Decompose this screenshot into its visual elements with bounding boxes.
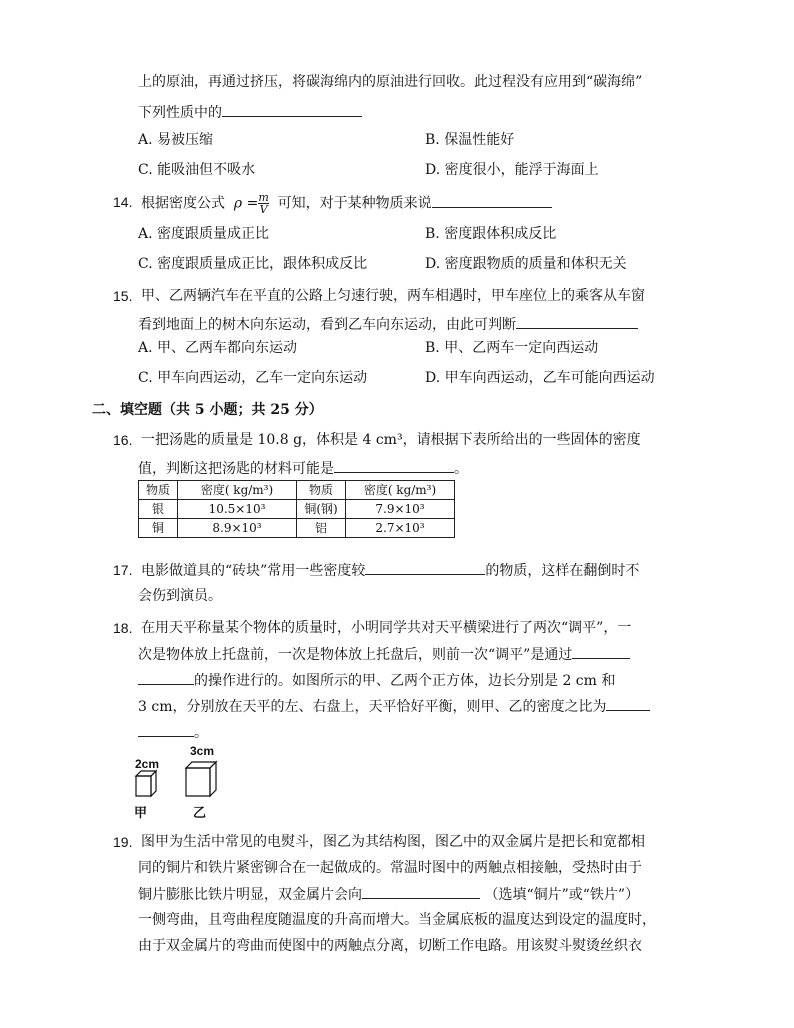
cube-b-size-label: 3cm — [190, 744, 215, 758]
density-table — [138, 480, 455, 538]
table-cell: 银 — [139, 500, 178, 519]
q16-answer-blank[interactable] — [334, 458, 454, 473]
q14-formula-fraction: $\frac{m}{V}$ — [258, 191, 269, 216]
q15-option-a: A. 甲、乙两车都向东运动 — [138, 340, 298, 356]
table-header-row — [139, 481, 455, 500]
q15-text-line1: 甲、乙两辆汽车在平直的公路上匀速行驶，两车相遇时，甲车座位上的乘客从车窗 — [141, 288, 645, 304]
cube-a-name: 甲 — [134, 805, 148, 820]
q19-text-line5: 由于双金属片的弯曲而使图中的两触点分离，切断工作电路。用该熨斗熨烫丝织衣 — [138, 938, 642, 954]
q17-text-line1: 电影做道具的“砖块”常用一些密度较 的物质，这样在翻倒时不 — [141, 560, 639, 581]
q14-formula-lhs: ρ = — [233, 195, 259, 212]
q18-answer-blank-1b[interactable] — [138, 670, 194, 685]
q17-text-line2: 会伤到演员。 — [138, 588, 222, 604]
q18-answer-blank-2b[interactable] — [138, 722, 194, 737]
q13-answer-blank[interactable] — [222, 102, 362, 117]
q19-answer-blank[interactable] — [362, 884, 480, 899]
q15-option-d: D. 甲车向西运动，乙车可能向西运动 — [425, 370, 655, 386]
q14-option-d: D. 密度跟物质的质量和体积无关 — [425, 256, 627, 272]
q15-option-c: C. 甲车向西运动，乙车一定向东运动 — [138, 370, 368, 386]
q19-text-line3: 铜片膨胀比铁片明显，双金属片会向 （选填“铜片”或“铁片”） — [138, 884, 639, 905]
q14-answer-blank[interactable] — [432, 193, 552, 208]
q18-text-line1: 在用天平称量某个物体的质量时，小明同学共对天平横梁进行了两次“调平”，一 — [141, 620, 632, 636]
q16-text-line2: 值，判断这把汤匙的材料可能是 。 — [138, 458, 468, 479]
table-header-cell: 密度( kg/m³) — [178, 481, 297, 500]
q14-stem: 根据密度公式 ρ = $\frac{m}{V}$ 可知，对于某种物质来说 — [141, 192, 552, 215]
table-header-cell: 物质 — [139, 481, 178, 500]
table-cell: 铝 — [297, 519, 346, 538]
q19-number: 19. — [113, 834, 133, 850]
table-cell: 8.9×10³ — [178, 519, 297, 538]
q13-text-line2 — [138, 102, 362, 123]
q13-text: 下列性质中的 — [138, 105, 222, 121]
q19-text-line2: 同的铜片和铁片紧密铆合在一起做成的。常温时图中的两触点相接触，受热时由于 — [138, 860, 642, 876]
cubes-figure — [130, 758, 230, 808]
q15-text-line2: 看到地面上的树木向东运动，看到乙车向东运动，由此可判断 — [138, 314, 638, 335]
cube-b-shape — [186, 762, 216, 796]
q13-option-c: C. 能吸油但不吸水 — [138, 162, 256, 178]
q17-answer-blank[interactable] — [365, 560, 485, 575]
q18-number: 18. — [113, 620, 133, 636]
q13-option-a: A. 易被压缩 — [138, 132, 214, 148]
q13-option-b: B. 保温性能好 — [425, 132, 515, 148]
section-title: 二、填空题（共 5 小题；共 25 分） — [92, 402, 323, 418]
table-header-cell: 密度( kg/m³) — [346, 481, 455, 500]
q14-option-b: B. 密度跟体积成反比 — [425, 226, 557, 242]
q16-text-line1: 一把汤匙的质量是 10.8 g，体积是 4 cm³，请根据下表所给出的一些固体的密度 — [141, 432, 641, 448]
table-row — [139, 500, 455, 519]
table-row — [139, 519, 455, 538]
q16-number: 16. — [113, 432, 133, 448]
q18-answer-blank-2a[interactable] — [606, 696, 650, 711]
cube-a-shape — [136, 771, 156, 796]
cube-a-size-label: 2cm — [135, 757, 160, 771]
table-cell: 2.7×10³ — [346, 519, 455, 538]
q18-text-line4: 3 cm，分别放在天平的左、右盘上，天平恰好平衡，则甲、乙的密度之比为 — [138, 696, 650, 717]
cube-b-name: 乙 — [193, 805, 207, 820]
q17-number: 17. — [113, 562, 133, 578]
q18-text-line3: 的操作进行的。如图所示的甲、乙两个正方体，边长分别是 2 cm 和 — [138, 670, 615, 691]
q18-text-line2: 次是物体放上托盘前，一次是物体放上托盘后，则前一次“调平”是通过 — [138, 644, 630, 665]
q14-number: 14. — [113, 194, 133, 210]
table-cell: 铜 — [139, 519, 178, 538]
q13-option-d: D. 密度很小，能浮于海面上 — [425, 162, 599, 178]
q15-number: 15. — [113, 288, 133, 304]
q19-text-line4: 一侧弯曲，且弯曲程度随温度的升高而增大。当金属底板的温度达到设定的温度时， — [138, 912, 656, 928]
q14-option-c: C. 密度跟质量成正比，跟体积成反比 — [138, 256, 368, 272]
table-header-cell: 物质 — [297, 481, 346, 500]
table-cell: 10.5×10³ — [178, 500, 297, 519]
table-cell: 7.9×10³ — [346, 500, 455, 519]
q18-answer-blank-1a[interactable] — [572, 644, 630, 659]
q14-option-a: A. 密度跟质量成正比 — [138, 226, 270, 242]
q15-option-b: B. 甲、乙两车一定向西运动 — [425, 340, 599, 356]
table-cell: 铜(钢) — [297, 500, 346, 519]
q18-text-line5: 。 — [138, 722, 208, 743]
q13-text-line1: 上的原油，再通过挤压，将碳海绵内的原油进行回收。此过程没有应用到“碳海绵” — [138, 74, 643, 90]
q15-answer-blank[interactable] — [516, 314, 638, 329]
q19-text-line1: 图甲为生活中常见的电熨斗，图乙为其结构图，图乙中的双金属片是把长和宽都相 — [141, 834, 645, 850]
